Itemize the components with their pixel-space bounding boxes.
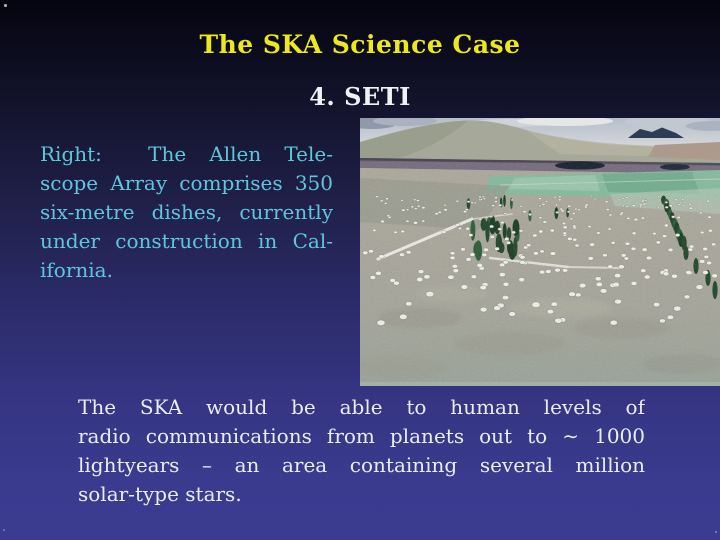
ata-rendering-svg: [360, 118, 720, 386]
body-line: The SKA would be able to human levels of: [78, 395, 645, 419]
caption-line: ifornia.: [40, 258, 113, 282]
slide-corner-dot: [3, 529, 5, 531]
caption-line: Right: The Allen Tele-: [40, 142, 333, 166]
body-line: solar-type stars.: [78, 482, 242, 506]
body-paragraph: [78, 393, 645, 509]
page-title: The SKA Science Case: [199, 30, 521, 59]
slide-corner-dot: [715, 531, 717, 533]
body-line: lightyears – an area containing several million: [78, 453, 645, 477]
page-subtitle: 4. SETI: [309, 82, 411, 111]
body-line: radio communications from planets out to ∼ 1000: [78, 424, 645, 448]
caption-line: six-metre dishes, currently: [40, 200, 333, 224]
caption-line: under construction in Cal-: [40, 229, 333, 253]
slide-corner-dot: [4, 4, 7, 7]
allen-telescope-array-image: [360, 118, 720, 386]
caption-block: [40, 140, 333, 285]
caption-line: scope Array comprises 350: [40, 171, 333, 195]
